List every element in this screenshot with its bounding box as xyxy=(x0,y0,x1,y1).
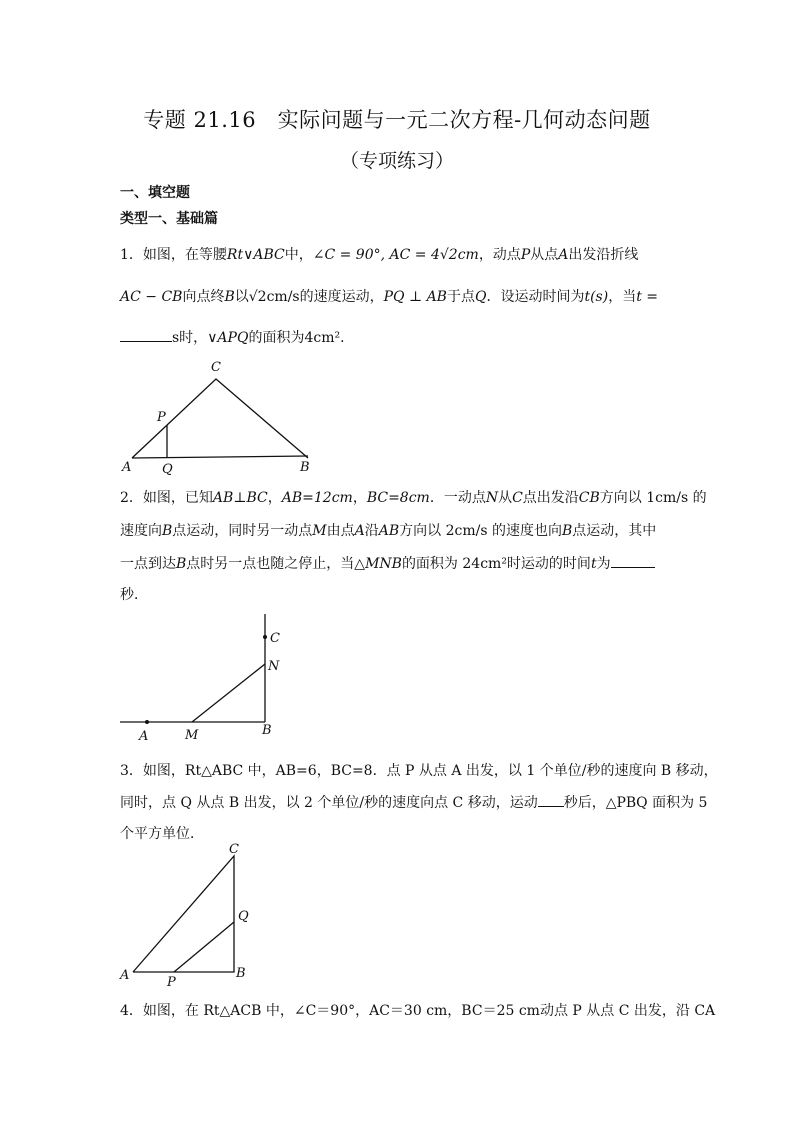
q3-label-p: P xyxy=(167,975,176,990)
q3-label-q: Q xyxy=(238,909,249,924)
q1-label-c: C xyxy=(211,360,221,375)
q3-label-a: A xyxy=(120,968,130,983)
q2-label-n: N xyxy=(268,659,280,674)
q2-label-m: M xyxy=(185,728,199,743)
page-title: 专题 21.16 实际问题与一元二次方程-几何动态问题 xyxy=(143,108,651,132)
q3-triangle xyxy=(133,856,234,972)
q1-label-a: A xyxy=(122,460,132,475)
q1-label-q: Q xyxy=(162,462,173,477)
section-heading: 一、填空题 xyxy=(120,185,190,201)
q3-line-2: 同时，点 Q 从点 B 出发，以 2 个单位/秒的速度向点 C 移动，运动 秒后，△PBQ 面积为 5 xyxy=(120,792,707,812)
q2-label-c: C xyxy=(270,631,280,646)
q1-line-2: AC − CB向点终B以√2cm/s的速度运动，PQ ⊥ AB于点Q．设运动时间为t(s)，当t = xyxy=(120,289,659,305)
q1-line-1: 1．如图，在等腰Rt∨ABC中，∠C = 90°, AC = 4√2cm，动点P从点A出发沿折线 xyxy=(120,247,639,263)
answer-blank[interactable] xyxy=(120,327,172,342)
q3-line-1: 3．如图，Rt△ABC 中，AB=6，BC=8．点 P 从点 A 出发，以 1 个单位/秒的速度向 B 移动， xyxy=(120,763,718,779)
q4-line-1: 4．如图，在 Rt△ACB 中，∠C＝90°，AC＝30 cm，BC＝25 cm动点 P 从点 C 出发，沿 CA xyxy=(120,1003,716,1019)
q2-line-3: 一点到达B点时另一点也随之停止，当△MNB的面积为 24cm²时运动的时间t为 xyxy=(120,553,655,573)
q1-line-3: s时，∨APQ的面积为4cm²． xyxy=(120,327,354,347)
q1-figure xyxy=(0,355,794,480)
q2-line-4: 秒． xyxy=(120,587,148,603)
q2-figure xyxy=(0,610,794,745)
q2-segment-mn xyxy=(192,664,265,722)
q3-line-3: 个平方单位． xyxy=(120,826,204,842)
q2-line-2: 速度向B点运动，同时另一动点M由点A沿AB方向以 2cm/s 的速度也向B点运动，其中 xyxy=(120,523,657,539)
page-subtitle: （专项练习） xyxy=(339,150,454,172)
q1-segment-ab xyxy=(132,456,308,458)
q2-label-a: A xyxy=(139,729,149,744)
q2-point-c xyxy=(263,635,267,639)
q3-label-c: C xyxy=(229,842,239,857)
answer-blank[interactable] xyxy=(611,553,655,568)
q2-point-a xyxy=(145,720,149,724)
q1-label-b: B xyxy=(300,460,310,475)
q3-figure xyxy=(0,840,794,990)
q3-segment-pq xyxy=(174,922,234,972)
type-heading: 类型一、基础篇 xyxy=(120,211,218,227)
q2-label-b: B xyxy=(262,723,272,738)
q3-label-b: B xyxy=(236,966,246,981)
q1-label-p: P xyxy=(157,410,166,425)
answer-blank[interactable] xyxy=(538,792,564,807)
q2-line-1: 2．如图，已知AB⊥BC，AB=12cm，BC=8cm．一动点N从C点出发沿CB方向以 1cm/s 的 xyxy=(120,490,707,506)
